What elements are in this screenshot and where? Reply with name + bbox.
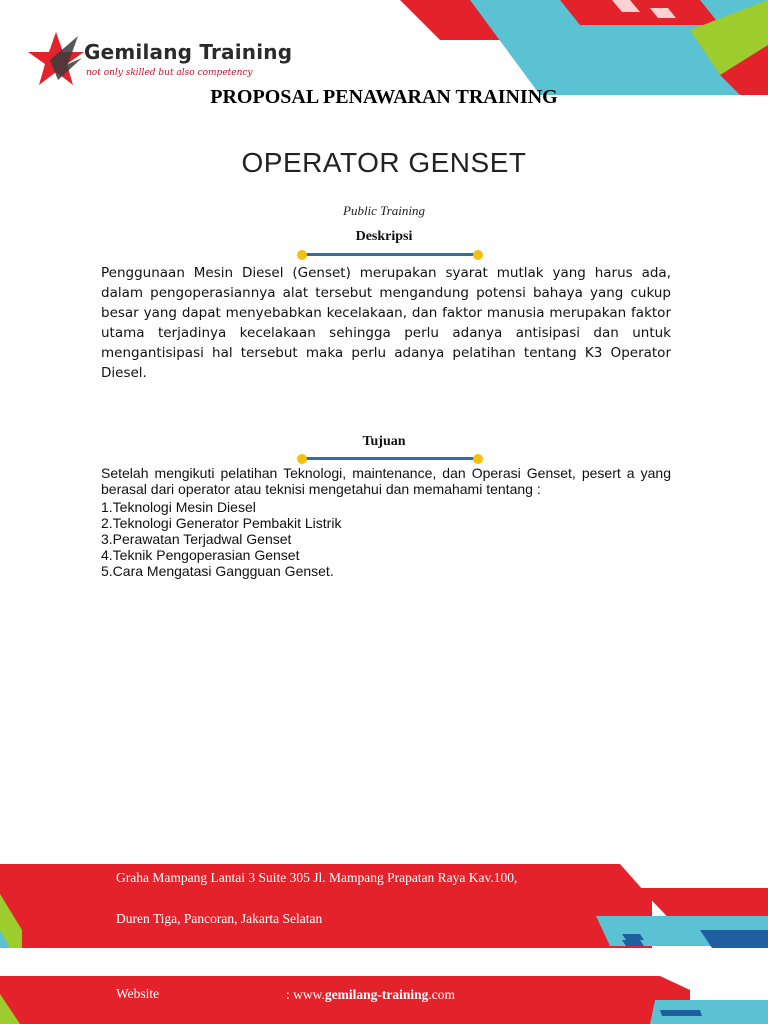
website-prefix: : www. xyxy=(286,987,325,1002)
list-item: 4.Teknik Pengoperasian Genset xyxy=(101,547,300,563)
training-type: Public Training xyxy=(343,203,425,218)
logo-tagline: not only skilled but also competency xyxy=(86,68,253,78)
list-item: 5.Cara Mengatasi Gangguan Genset. xyxy=(101,563,334,579)
footer-website-url[interactable] xyxy=(286,987,455,1003)
document-title: PROPOSAL PENAWARAN TRAINING xyxy=(210,86,558,108)
footer-address-line2: Duren Tiga, Pancoran, Jakarta Selatan xyxy=(116,911,323,926)
tujuan-heading: Tujuan xyxy=(362,434,406,449)
website-suffix: .com xyxy=(428,987,455,1002)
footer-website-label: Website xyxy=(116,986,160,1001)
footer-address-line1: Graha Mampang Lantai 3 Suite 305 Jl. Mampang Prapatan Raya Kav.100, xyxy=(116,870,518,885)
tujuan-intro: Setelah mengikuti pelatihan Teknologi, maintenance, dan Operasi Genset, pesert a yang berasal dari operator atau teknisi mengetahui dan memahami tentang : xyxy=(101,465,671,497)
company-logo xyxy=(28,30,293,90)
deskripsi-heading: Deskripsi xyxy=(355,229,413,244)
tujuan-list xyxy=(101,499,341,579)
tujuan-divider xyxy=(297,454,483,464)
list-item: 2.Teknologi Generator Pembakit Listrik xyxy=(101,515,342,531)
list-item: 3.Perawatan Terjadwal Genset xyxy=(101,531,292,547)
deskripsi-text: Penggunaan Mesin Diesel (Genset) merupakan syarat mutlak yang harus ada, dalam pengoperasiannya alat tersebut mengandung potensi bahaya yang cukup besar yang dapat menyebabkan kecelakaan, dan faktor manusia merupakan faktor utama terjadinya kecelakaan sehingga perlu adanya antisipasi dan untuk mengantisipasi hal tersebut maka perlu adanya pelatihan tentang K3 Operator Diesel. xyxy=(101,265,671,381)
website-domain: gemilang-training xyxy=(324,987,429,1002)
course-name: OPERATOR GENSET xyxy=(241,147,527,178)
deskripsi-divider xyxy=(297,250,483,260)
star-icon xyxy=(28,30,88,90)
list-item: 1.Teknologi Mesin Diesel xyxy=(101,499,256,515)
logo-name: Gemilang Training xyxy=(84,40,293,64)
